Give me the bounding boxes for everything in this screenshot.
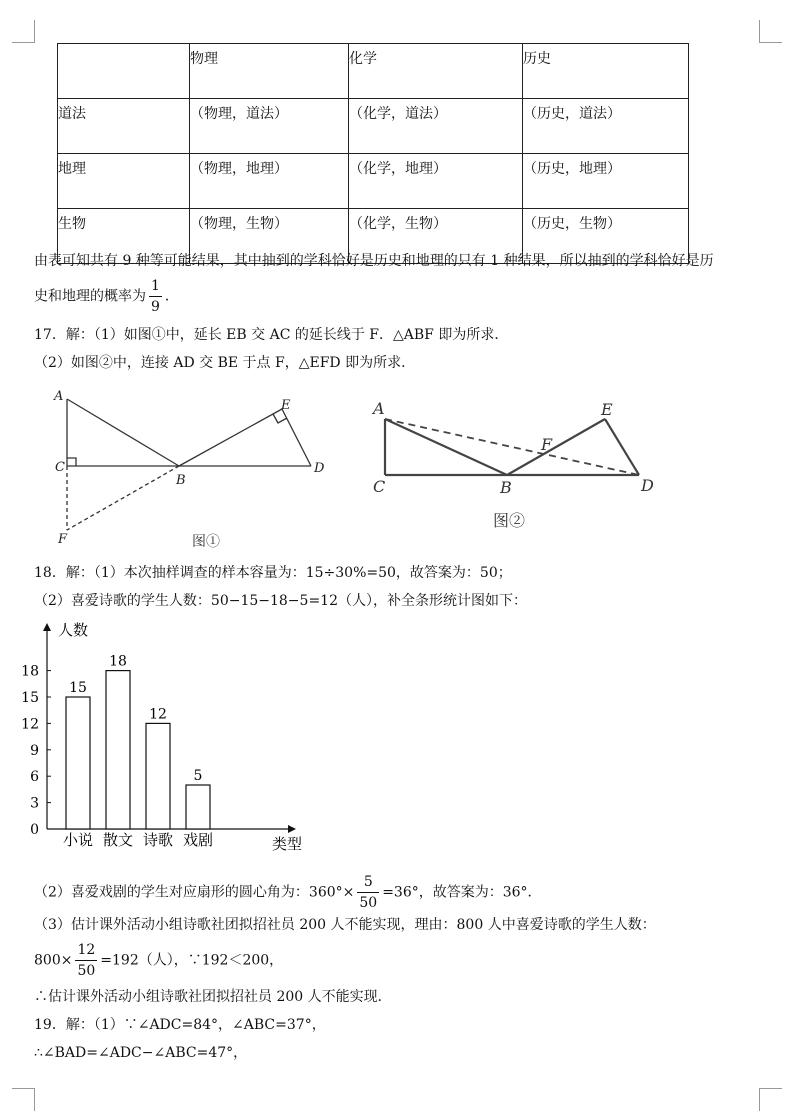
table-cell: （化学，道法）: [349, 99, 523, 154]
bar: [106, 671, 130, 829]
bar: [186, 785, 210, 829]
dashed-extension-bf: [67, 466, 179, 530]
figure-caption: 图②: [493, 511, 526, 530]
y-tick-label: 15: [21, 690, 39, 706]
data-label: 12: [149, 706, 167, 723]
q18-line: ∴估计课外活动小组诗歌社团拟招社员 200 人不能实现．: [34, 989, 392, 1005]
numerator: 12: [75, 940, 97, 961]
paragraph: [34, 276, 179, 317]
segment-be: [179, 409, 282, 466]
page-corner-mark: [12, 20, 35, 43]
data-label: 18: [109, 653, 127, 670]
q18-line: （3）估计课外活动小组诗歌社团拟招社员 200 人不能实现，理由：800 人中喜爱诗歌的学生人数：: [34, 917, 656, 933]
outcome-table: [57, 43, 689, 264]
point-label: E: [601, 400, 613, 419]
bar: [66, 697, 90, 829]
y-tick-label: 6: [30, 769, 39, 786]
page-corner-mark: [759, 20, 782, 43]
text: 史和地理的概率为: [34, 288, 146, 305]
table-cell: 化学: [349, 44, 523, 99]
q18-line: [34, 872, 542, 913]
bar: [146, 723, 170, 829]
point-label: A: [54, 389, 64, 404]
point-label: C: [55, 460, 65, 475]
figure-2: [365, 394, 665, 534]
text: =36°，故答案为：36°．: [382, 884, 542, 901]
segment-ed: [605, 419, 639, 475]
point-label: A: [373, 399, 385, 418]
table-cell: （化学，生物）: [349, 209, 523, 264]
table-cell: 历史: [523, 44, 689, 99]
table-cell: 地理: [58, 154, 190, 209]
y-axis-arrow: [43, 623, 51, 631]
paragraph: 由表可知共有 9 种等可能结果，其中抽到的学科恰好是历史和地理的只有 1 种结果，所以抽到的学科恰好是历: [34, 253, 714, 269]
right-angle-mark: [67, 458, 76, 466]
page-corner-mark: [12, 1088, 35, 1111]
numerator: 1: [149, 276, 162, 297]
denominator: 9: [151, 299, 160, 315]
point-label: B: [176, 473, 186, 488]
q18-line: [34, 940, 283, 981]
table-cell: （物理，生物）: [190, 209, 349, 264]
table-cell: （历史，地理）: [523, 154, 689, 209]
denominator: 50: [359, 895, 378, 911]
table-row: [58, 99, 689, 154]
table-cell: （物理，地理）: [190, 154, 349, 209]
q18-line: （2）喜爱诗歌的学生人数：50−15−18−5=12（人），补全条形统计图如下：: [34, 593, 527, 609]
category-label: 散文: [102, 831, 134, 849]
y-tick-label: 3: [30, 795, 39, 812]
q19-line: 19．解：（1）∵∠ADC=84°，∠ABC=37°，: [34, 1017, 326, 1033]
y-axis-label: 人数: [58, 621, 89, 639]
x-axis-arrow: [288, 825, 296, 833]
dashed-segment-ad: [385, 419, 639, 475]
table-cell: [58, 44, 190, 99]
text: （2）喜爱戏剧的学生对应扇形的圆心角为：360°×: [34, 884, 355, 901]
point-label: D: [314, 461, 325, 476]
y-tick-label: 18: [21, 663, 39, 680]
data-label: 5: [193, 768, 203, 784]
data-label: 15: [69, 680, 87, 696]
category-label: 诗歌: [142, 831, 174, 849]
point-label: B: [500, 478, 512, 497]
y-tick-label: 12: [21, 716, 39, 733]
table-cell: 生物: [58, 209, 190, 264]
fraction: [357, 872, 379, 913]
q19-line: ∴∠BAD=∠ADC−∠ABC=47°，: [34, 1045, 248, 1061]
denominator: 50: [77, 963, 96, 979]
table-cell: （物理，道法）: [190, 99, 349, 154]
numerator: 5: [357, 872, 379, 893]
table-row: [58, 154, 689, 209]
table-cell: 物理: [190, 44, 349, 99]
q17-line: （2）如图②中，连接 AD 交 BE 于点 F，△EFD 即为所求．: [34, 355, 416, 371]
y-tick-label: 0: [30, 822, 39, 838]
segment-ab: [67, 399, 179, 466]
point-label: F: [58, 532, 68, 547]
bar-chart: [21, 615, 324, 855]
table-cell: 道法: [58, 99, 190, 154]
point-label: C: [373, 477, 386, 496]
point-label: E: [281, 398, 291, 413]
fraction: [149, 276, 162, 317]
point-label: D: [641, 476, 654, 495]
category-label: 戏剧: [182, 831, 214, 849]
category-label: 小说: [62, 831, 94, 849]
q17-line: 17．解：（1）如图①中，延长 EB 交 AC 的延长线于 F．△ABF 即为所求．: [34, 327, 509, 343]
fraction: [75, 940, 97, 981]
segment-ab: [385, 419, 507, 475]
point-label: F: [541, 435, 553, 454]
figure-caption: 图①: [192, 534, 220, 550]
segment-ed: [282, 409, 311, 466]
segment-be: [507, 419, 605, 475]
table-cell: （历史，道法）: [523, 99, 689, 154]
q18-line: 18．解：（1）本次抽样调查的样本容量为：15÷30%=50，故答案为：50；: [34, 565, 512, 581]
text: ．: [164, 288, 179, 305]
table-cell: （历史，生物）: [523, 209, 689, 264]
x-axis-label: 类型: [272, 835, 303, 853]
table-cell: （化学，地理）: [349, 154, 523, 209]
text: =192（人），∵192＜200，: [100, 952, 284, 969]
y-tick-label: 9: [30, 742, 39, 759]
figure-1: [48, 388, 338, 553]
table-header-row: [58, 44, 689, 99]
page-corner-mark: [759, 1088, 782, 1111]
text: 800×: [34, 952, 73, 969]
